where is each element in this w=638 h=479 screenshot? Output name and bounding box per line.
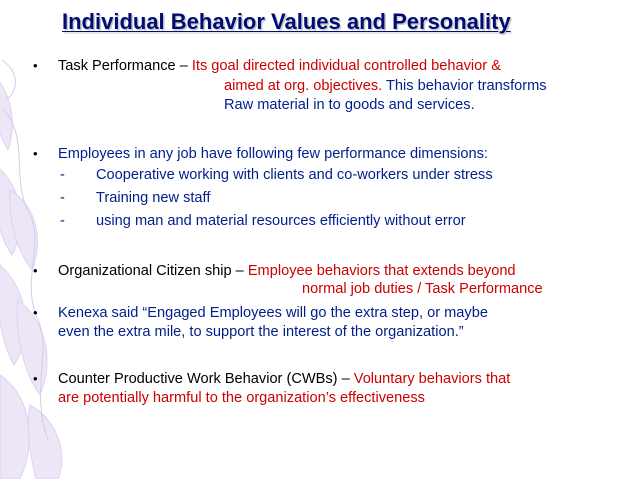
- citizenship-line-1: [58, 262, 516, 280]
- dimension-dash: -: [60, 167, 65, 183]
- task-performance-definition-cont: aimed at org. objectives.: [224, 78, 383, 94]
- dimension-item: Training new staff: [96, 190, 211, 206]
- task-performance-line-2: [224, 77, 547, 95]
- bullet-glyph: •: [33, 146, 38, 161]
- bullet-glyph: •: [33, 305, 38, 320]
- dimension-dash: -: [60, 190, 65, 206]
- citizenship-definition: Employee behaviors that extends beyond: [247, 263, 516, 279]
- citizenship-term: Organizational Citizen ship –: [58, 263, 248, 279]
- task-performance-term: Task Performance –: [58, 58, 192, 74]
- dimensions-intro: Employees in any job have following few performance dimensions:: [58, 146, 488, 162]
- task-performance-line-3: Raw material in to goods and services.: [224, 97, 475, 113]
- task-performance-definition: Its goal directed individual controlled behavior &: [191, 58, 501, 74]
- dimension-dash: -: [60, 213, 65, 229]
- bullet-glyph: •: [33, 58, 38, 73]
- cwb-term: Counter Productive Work Behavior (CWBs) –: [58, 371, 354, 387]
- kenexa-quote-line-2: even the extra mile, to support the interest of the organization.”: [58, 324, 464, 340]
- dimension-item: using man and material resources efficiently without error: [96, 213, 466, 229]
- task-performance-line-1: [58, 57, 501, 75]
- bullet-glyph: •: [33, 263, 38, 278]
- cwb-line-2: are potentially harmful to the organization’s effectiveness: [58, 390, 425, 406]
- cwb-definition: Voluntary behaviors that: [353, 371, 511, 387]
- slide-title: Individual Behavior Values and Personality: [62, 9, 511, 34]
- bullet-glyph: •: [33, 371, 38, 386]
- task-performance-transform: This behavior transforms: [382, 78, 547, 94]
- dimension-item: Cooperative working with clients and co-workers under stress: [96, 167, 493, 183]
- cwb-line-1: [58, 370, 510, 388]
- citizenship-line-2: normal job duties / Task Performance: [302, 281, 543, 297]
- kenexa-quote-line-1: Kenexa said “Engaged Employees will go the extra step, or maybe: [58, 305, 488, 321]
